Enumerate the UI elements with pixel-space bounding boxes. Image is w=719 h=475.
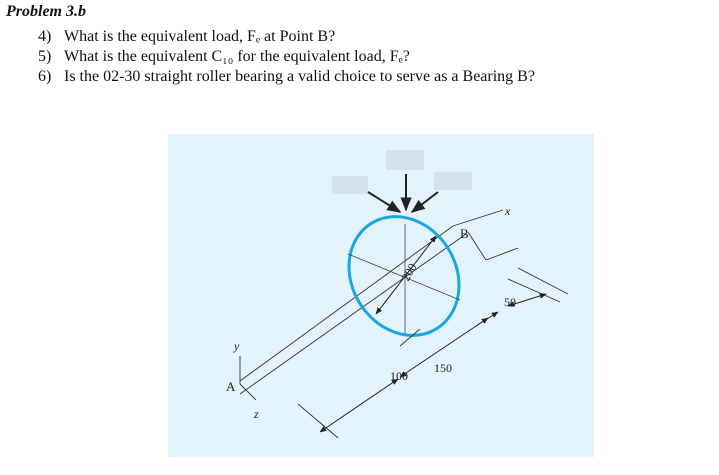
question-text: What is the equivalent C₁₀ for the equivalent load, Fₑ? [64,48,410,65]
dim-extension-a [298,404,338,438]
question-number: 5) [38,48,52,65]
dimension-50-label: 50 [504,295,516,309]
dimension-100-label: 100 [390,369,408,383]
redacted-label [386,150,424,170]
right-load-arrow [412,192,438,212]
dimension-100-line [320,379,398,432]
axis-y-label: y [234,339,240,353]
shaft-lower-line [240,234,466,394]
end-extension-line [486,248,518,260]
question-number: 4) [38,28,52,45]
question-item [38,67,535,87]
left-load-arrow [368,192,400,212]
question-text: Is the 02-30 straight roller bearing a valid choice to serve as a Bearing B? [64,68,535,85]
problem-heading: Problem 3.b [6,3,86,20]
redacted-label [332,176,368,194]
point-a-label: A [226,379,236,394]
question-item [38,47,535,67]
point-b-label: B [460,226,469,241]
bearing-b-line [468,232,486,260]
dim-extension-end [518,268,568,294]
axis-x-label: x [505,204,511,218]
question-number: 6) [38,68,52,85]
question-list [38,27,535,87]
axis-z-label: z [254,407,259,421]
dim-extension-pulley [400,329,420,346]
shaft-pulley-figure [168,134,594,457]
question-item [38,27,535,47]
dimension-50-tick [476,312,498,326]
shaft-upper-line [240,226,453,381]
redacted-label [434,172,472,190]
x-axis-line [453,210,503,226]
dimension-150-label: 150 [434,361,452,375]
diameter-label: 200 [398,260,420,284]
question-text: What is the equivalent load, Fₑ at Point B? [64,28,336,45]
figure-drawing [168,134,594,457]
